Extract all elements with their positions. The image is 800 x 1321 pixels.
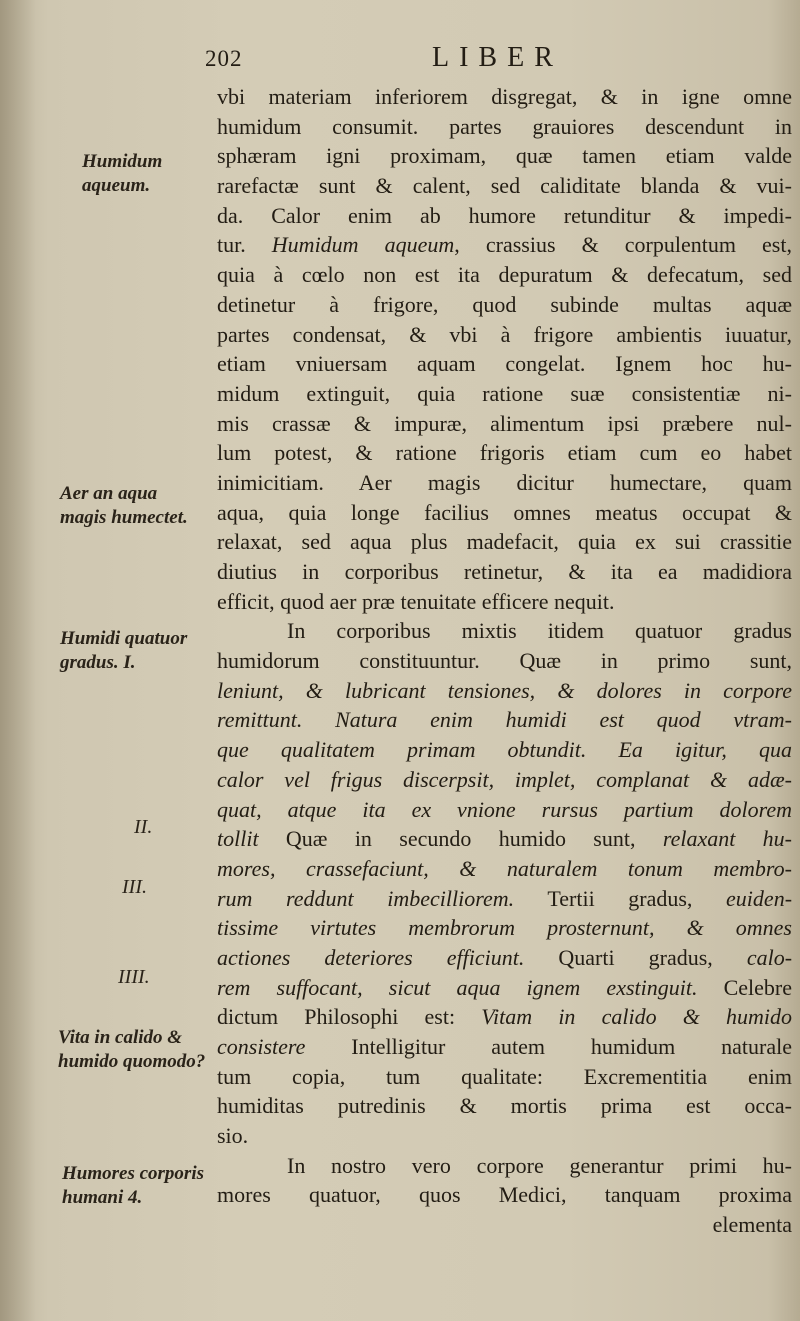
text-line [217,735,792,765]
text-span: tur. [217,232,272,258]
text-line [217,1091,792,1121]
text-span: humidum consumit. partes grauiores descendunt in [217,113,792,139]
text-span: Intelligitur autem humidum naturale [305,1034,792,1059]
text-span: Celebre [697,974,792,1000]
text-line [217,616,792,646]
text-line [217,854,792,884]
text-span: detinetur à frigore, quod subinde multas aquæ [217,291,792,317]
text-span: Tertii gradus, [514,885,727,911]
margin-note-degree-3: III. [122,876,147,898]
body-text [217,82,792,1240]
text-span: leniunt, & lubricant tensiones, & dolores in corpore [217,677,792,703]
margin-note-text: Humidi quatuor gradus. I. [60,628,188,673]
text-line [217,765,792,795]
text-span: efficit, quod aer præ tenuitate efficere nequit. [217,588,615,614]
text-span: quia à cœlo non est ita depuratum & defecatum, sed [217,262,792,288]
text-span: In nostro vero corpore generantur primi hu- [287,1152,792,1178]
text-line [217,320,792,350]
text-line [217,1151,792,1181]
text-span: , crassius & corpulentum est, [454,232,792,258]
text-line [217,438,792,468]
text-span: dictum Philosophi est: [217,1004,482,1030]
text-span: calor vel frigus discerpsit, implet, complanat & adæ- [217,766,792,792]
text-line [217,141,792,171]
text-line [217,1210,792,1240]
text-line [217,676,792,706]
margin-note-degree-4: IIII. [118,966,150,988]
text-line [217,349,792,379]
text-line [217,1121,792,1151]
margin-note-text: Aer an aqua magis humectet. [60,483,188,528]
text-span: actiones deteriores efficiunt. [217,944,525,970]
text-span: Quæ in secundo humido sunt, [258,826,663,852]
text-line [217,230,792,260]
text-line [217,468,792,498]
text-line [217,260,792,290]
text-span: sphæram igni proximam, quæ tamen etiam valde [217,143,792,169]
text-span: Quarti gradus, [524,944,747,970]
text-span: quat, atque ita ex vnione rursus partium dolorem [217,796,792,822]
text-span: mores, crassefaciunt, & naturalem tonum membro- [217,855,792,881]
text-span: midum extinguit, quia ratione suæ consistentiæ ni- [217,380,792,406]
text-span: aqua, quia longe facilius omnes meatus occupat & [217,499,792,525]
text-line [217,795,792,825]
text-line [217,1002,792,1032]
page-number: 202 [205,46,243,71]
text-line [217,201,792,231]
margin-note-humidum-aqueum [82,150,207,198]
text-line [217,409,792,439]
text-span: humidorum constituuntur. Quæ in primo sunt, [217,648,792,674]
text-line [217,171,792,201]
text-span: relaxant hu- [662,826,792,852]
margin-note-text: Vita in calido & humido quomodo? [58,1027,206,1072]
text-span: elementa [712,1212,792,1238]
text-span: sio. [217,1123,249,1149]
text-line [217,1180,792,1210]
text-line [217,1032,792,1062]
text-line [217,587,792,617]
text-span: Humidum aqueum [271,232,455,258]
text-line [217,884,792,914]
text-span: In corporibus mixtis itidem quatuor gradus [287,618,792,644]
text-line [217,379,792,409]
margin-notes [0,0,215,1321]
text-line [217,913,792,943]
text-span: humiditas putredinis & mortis prima est occa- [217,1093,792,1119]
text-span: da. Calor enim ab humore retunditur & impedi- [217,202,792,228]
margin-note-aer-aqua [60,482,205,530]
text-span: partes condensat, & vbi à frigore ambientis iuuatur, [217,321,792,347]
text-span: relaxat, sed aqua plus madefacit, quia ex sui crassitie [217,529,792,555]
text-span: rarefactæ sunt & calent, sed caliditate blanda & vui- [217,173,792,199]
text-span: tum copia, tum qualitate: Excrementitia enim [217,1063,792,1089]
margin-note-text: Humores corporis humani 4. [62,1163,204,1208]
text-line [217,705,792,735]
text-line [217,557,792,587]
text-line [217,973,792,1003]
text-span: euiden- [726,885,792,911]
text-span: lum potest, & ratione frigoris etiam cum eo habet [217,440,792,466]
text-span: mis crassæ & impuræ, alimentum ipsi præbere nul- [217,410,792,436]
text-line [217,527,792,557]
text-span: rum reddunt imbecilliorem. [217,885,515,911]
text-line [217,646,792,676]
margin-note-degree-2: II. [134,816,153,838]
text-line [217,824,792,854]
text-span: diutius in corporibus retinetur, & ita ea madidiora [217,559,792,584]
running-title: LIBER [432,42,563,73]
text-span: Vitam in calido & humido [481,1004,792,1030]
text-line [217,943,792,973]
text-span: tissime virtutes membrorum prosternunt, & omnes [217,915,792,941]
text-span: remittunt. Natura enim humidi est quod vtram- [217,707,792,733]
text-span: calo- [746,944,792,970]
text-line [217,112,792,142]
text-span: que qualitatem primam obtundit. Ea igitur, qua [217,737,792,763]
text-span: tollit [217,826,259,852]
text-span: vbi materiam inferiorem disgregat, & in igne omne [217,84,792,109]
text-line [217,82,792,112]
text-span: mores quatuor, quos Medici, tanquam proxima [217,1182,792,1208]
text-span: inimicitiam. Aer magis dicitur humectare, quam [217,469,792,495]
text-span: etiam vniuersam aquam congelat. Ignem hoc hu- [217,351,792,377]
margin-note-humores [62,1162,207,1210]
text-line [217,498,792,528]
text-span: rem suffocant, sicut aqua ignem exstinguit. [217,974,698,1000]
margin-note-text: Humidum aqueum. [82,151,163,196]
text-line [217,1062,792,1092]
margin-note-humidi-gradus [60,627,210,675]
text-span: consistere [217,1034,306,1059]
text-line [217,290,792,320]
margin-note-vita [58,1026,213,1074]
